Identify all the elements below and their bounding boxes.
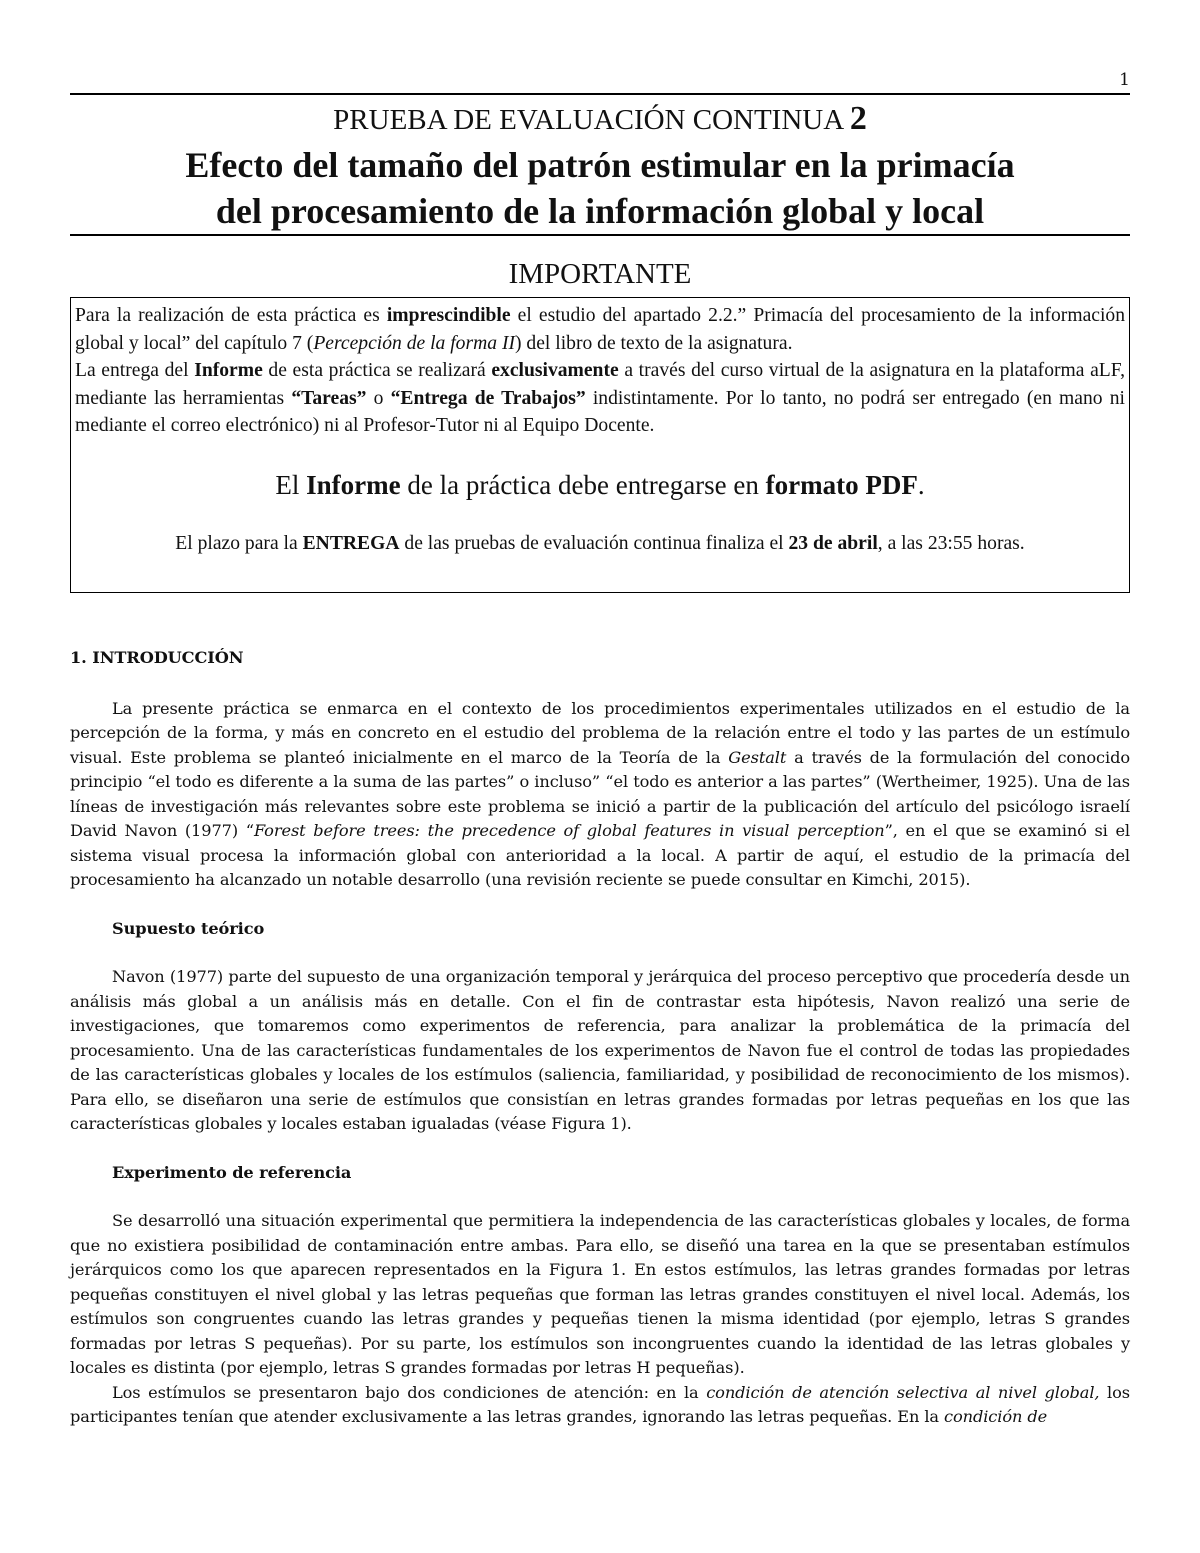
header-rule-top — [70, 93, 1130, 95]
section-heading-introduccion: 1. INTRODUCCIÓN — [70, 648, 244, 667]
subheading-experimento-referencia: Experimento de referencia — [112, 1162, 352, 1182]
notice-deadline: El plazo para la ENTREGA de las pruebas de evaluación continua finaliza el 23 de abril, a las 23:55 horas. — [175, 532, 1025, 554]
page-number: 1 — [1119, 70, 1130, 90]
kicker-text: PRUEBA DE EVALUACIÓN CONTINUA — [333, 104, 843, 136]
intro-paragraph-1: La presente práctica se enmarca en el contexto de los procedimientos experimentales utilizados en el estudio de la percepción de la forma, y más en concreto en el estudio del problema de la relación entre el todo y las partes de un estímulo visual. Este problema se planteó inicialmente en el marco de la Teoría de la Gestalt a través de la formulación del conocido principio “el todo es diferente a la suma de las partes” o incluso” “el todo es anterior a las partes” (Wertheimer, 1925). Una de las líneas de investigación más relevantes sobre este problema se inició a partir de la publicación del artículo del psicólogo israelí David Navon (1977) “Forest before trees: the precedence of global features in visual perception”, en el que se examinó si el sistema visual procesa la información global con anterioridad a la local. A partir de aquí, el estudio de la primacía del procesamiento ha alcanzado un notable desarrollo (una revisión reciente se puede consultar en Kimchi, 2015). — [70, 698, 1131, 889]
subheading-supuesto-teorico: Supuesto teórico — [112, 918, 265, 938]
title-line-1: Efecto del tamaño del patrón estimular en la primacía — [185, 145, 1015, 185]
notice-pdf-format: El Informe de la práctica debe entregarse en formato PDF. — [275, 469, 925, 500]
title-line-2: del procesamiento de la información global y local — [215, 191, 985, 231]
intro-paragraph-3: Se desarrolló una situación experimental que permitiera la independencia de las características globales y locales, de forma que no existiera posibilidad de contaminación entre ambas. Para ello, se diseñó una tarea en la que se presentaban estímulos jerárquicos como los que aparecen representados en la Figura 1. En estos estímulos, las letras grandes formadas por letras pequeñas constituyen el nivel global y las letras pequeñas que forman las letras grandes constituyen el nivel local. Además, los estímulos son congruentes cuando las letras grandes y pequeñas tienen la misma identidad (por ejemplo, letras S grandes formadas por letras S pequeñas). Por su parte, los estímulos son incongruentes cuando la identidad de las letras globales y locales es distinta (por ejemplo, letras S grandes formadas por letras H pequeñas). — [70, 1211, 1130, 1377]
intro-paragraph-4: Los estímulos se presentaron bajo dos condiciones de atención: en la condición de atención selectiva al nivel global, los participantes tenían que atender exclusivamente a las letras grandes, ignorando las letras pequeñas. En la condición de — [70, 1382, 1130, 1426]
kicker-number: 2 — [849, 100, 867, 137]
notice-paragraph-2: La entrega del Informe de esta práctica se realizará exclusivamente a través del curso virtual de la asignatura en la plataforma aLF, mediante las herramientas “Tareas” o “Entrega de Trabajos” indistintamente. Por lo tanto, no podrá ser entregado (en mano ni mediante el correo electrónico) ni al Profesor-Tutor ni al Equipo Docente. — [75, 360, 1126, 436]
document-kicker — [70, 100, 1130, 138]
document-title — [70, 142, 1130, 234]
notice-paragraph-1: Para la realización de esta práctica es imprescindible el estudio del apartado 2.2.” Primacía del procesamiento de la información global y local” del capítulo 7 (Percepción de la forma II) del libro de texto de la asignatura. — [75, 305, 1126, 354]
important-notice-box — [70, 297, 1130, 593]
introduction-section — [70, 646, 1130, 1430]
important-heading: IMPORTANTE — [508, 258, 692, 290]
header-rule-bottom — [70, 234, 1130, 236]
intro-paragraph-2: Navon (1977) parte del supuesto de una organización temporal y jerárquica del proceso perceptivo que procedería desde un análisis más global a un análisis más en detalle. Con el fin de contrastar esta hipótesis, Navon realizó una serie de investigaciones, que tomaremos como experimentos de referencia, para analizar la problemática de la primacía del procesamiento. Una de las características fundamentales de los experimentos de Navon fue el control de todas las propiedades de las características globales y locales de los estímulos (saliencia, familiaridad, y posibilidad de reconocimiento de los mismos). Para ello, se diseñaron una serie de estímulos que consistían en letras grandes formadas por letras pequeñas en los que las características globales y locales estaban igualadas (véase Figura 1). — [70, 967, 1130, 1133]
